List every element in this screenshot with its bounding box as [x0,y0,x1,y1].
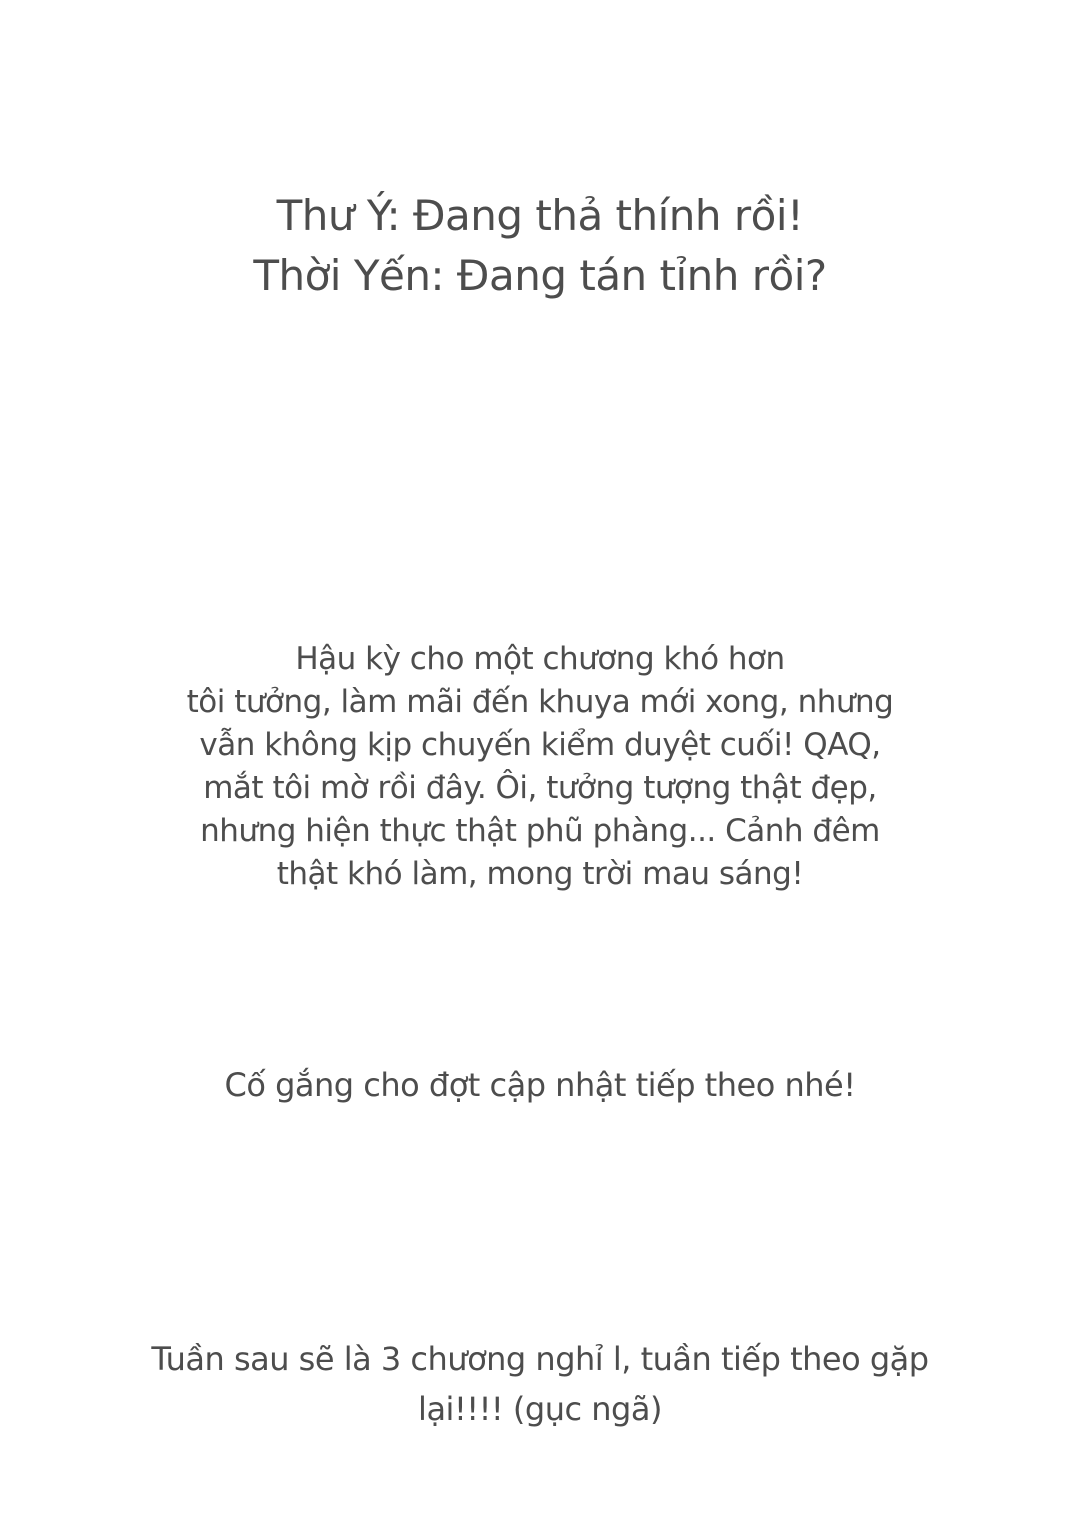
title-block [0,186,1080,306]
paragraph-line-1: Hậu kỳ cho một chương khó hơn [295,641,785,677]
footer-line-1: Tuần sau sẽ là 3 chương nghỉ l, tuần tiếp theo gặp [151,1340,929,1378]
schedule-footer [0,1334,1080,1434]
paragraph-line-6: thật khó làm, mong trời mau sáng! [276,856,804,892]
footer-line-2: lại!!!! (gục ngã) [418,1390,662,1428]
author-note-paragraph [0,638,1080,896]
paragraph-line-4: mắt tôi mờ rồi đây. Ôi, tưởng tượng thật đẹp, [203,770,877,806]
note-line: Cố gắng cho đợt cập nhật tiếp theo nhé! [224,1066,856,1104]
paragraph-line-3: vẫn không kịp chuyến kiểm duyệt cuối! QAQ, [199,727,881,763]
title-line-2: Thời Yến: Đang tán tỉnh rồi? [253,251,827,300]
encouragement-note [0,1064,1080,1106]
paragraph-line-2: tôi tưởng, làm mãi đến khuya mới xong, nhưng [186,684,894,720]
title-line-1: Thư Ý: Đang thả thính rồi! [276,191,804,240]
paragraph-line-5: nhưng hiện thực thật phũ phàng... Cảnh đêm [200,813,880,849]
